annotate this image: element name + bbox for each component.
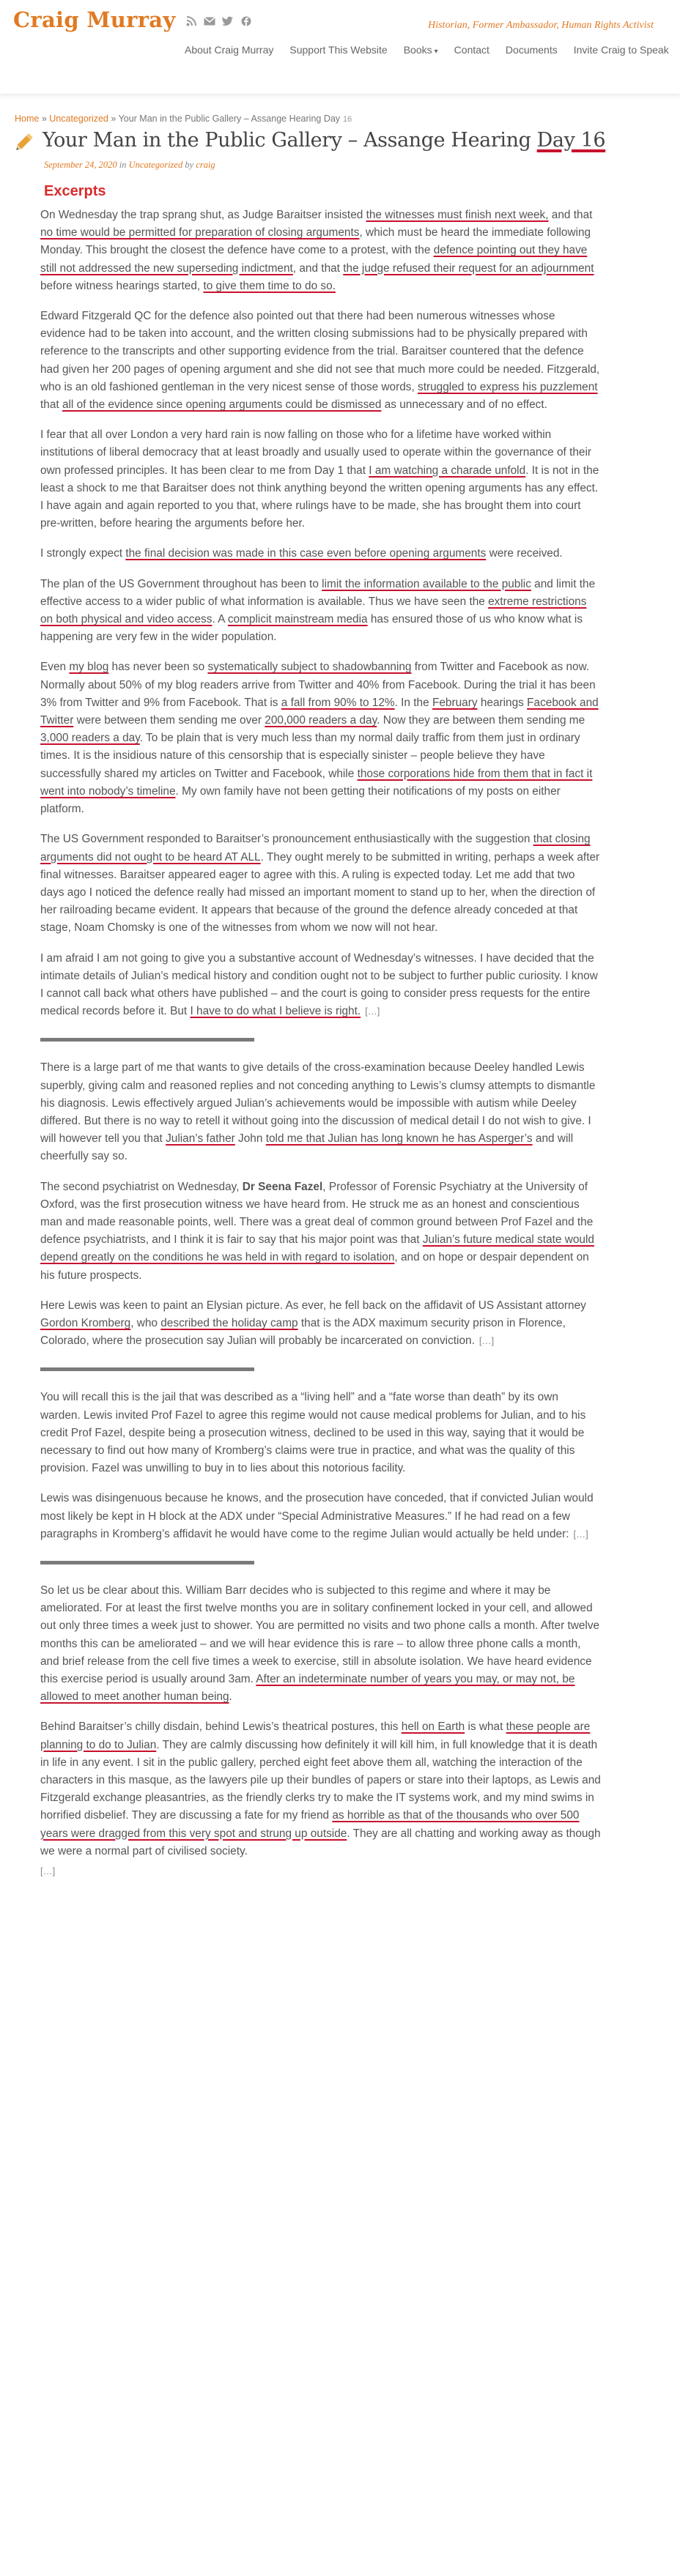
text-run: has ensured those of us who know what is happening are very few in the wider population. xyxy=(40,613,583,644)
text-run: , which must be heard the immediate following Monday. This brought the closest the defence have come to a protest, with the xyxy=(40,226,591,257)
read-more-ellipsis: […] xyxy=(573,1528,588,1540)
post-meta-by: by xyxy=(185,160,194,170)
highlighted-phrase: Facebook and Twitter xyxy=(40,696,599,727)
rss-icon[interactable] xyxy=(185,15,198,28)
text-run: that xyxy=(40,398,62,412)
chevron-down-icon: ▾ xyxy=(434,48,438,56)
text-run: . Now they are between them sending me xyxy=(377,714,585,727)
text-run: There is a large part of me that wants to give details of the cross-examination because Deeley handled Lewis superbly, giving calm and reasoned replies and not conceding anything to Lewis’s clumsy attempts to dismantle his diagnosis. Lewis effectively argued Julian’s achievements would be impossible with autism while Deeley differed. But there is no way to retell it without going into the discussion of medical detail I do not wish to give. I will however tell you that xyxy=(40,1061,596,1146)
post-date[interactable]: September 24, 2020 xyxy=(44,160,117,170)
text-run: Even xyxy=(40,661,70,674)
text-run: were received. xyxy=(486,547,563,560)
highlighted-phrase: described the holiday camp xyxy=(160,1316,298,1329)
nav-contact[interactable]: Contact xyxy=(454,44,489,56)
section-separator xyxy=(40,1038,254,1042)
text-run: hearings xyxy=(477,696,528,709)
article-paragraph xyxy=(40,426,601,532)
post-title xyxy=(42,129,605,152)
post-title-row xyxy=(15,129,605,152)
text-run: were between them sending me over xyxy=(73,714,265,727)
highlighted-phrase: 3,000 readers a day xyxy=(40,732,140,745)
highlighted-phrase: these people are planning to do to Julian xyxy=(40,1721,591,1751)
highlighted-phrase: 200,000 readers a day xyxy=(265,714,377,727)
breadcrumb-separator: » xyxy=(41,114,47,124)
text-run: The second psychiatrist on Wednesday, xyxy=(40,1180,243,1193)
text-run: and limit the effective access to a wider public of what information is available. Thus we have seen the xyxy=(40,577,596,608)
text-run: , Professor of Forensic Psychiatry at the University of Oxford, was the first prosecution witness we have heard from. He struck me as an honest and conscientious man and made reasonable points, well. There was a great deal of common ground between Prof Fazel and the defence psychiatrists, and I think it is fair to say that his major point was that xyxy=(40,1180,594,1247)
read-more-ellipsis: […] xyxy=(40,1866,56,1877)
breadcrumb-separator: » xyxy=(111,114,117,124)
pencil-icon xyxy=(15,130,37,152)
highlighted-phrase: February xyxy=(432,696,478,709)
article-paragraph xyxy=(40,1178,601,1285)
article-paragraph xyxy=(40,308,601,414)
text-run: and that xyxy=(548,209,593,221)
highlighted-phrase: systematically subject to shadowbanning xyxy=(207,661,412,674)
text-run: that is the ADX maximum security prison in Florence, Colorado, where the prosecution say Julian will probably be incarcerated on conviction. xyxy=(40,1316,566,1348)
text-run: You will recall this is the jail that was described as a “living hell” and a “fate worse than death” by its own warden. Lewis invited Prof Fazel to agree this regime would not cause medical problems for Julian, and to his credit Prof Fazel, despite being a prosecution witness, declined to be used in this way, saying that it would be necessary to find out how many of Kromberg’s claims were true in practice, and what was the quality of this provision. Fazel was unwilling to buy in to lies about this notorious facility. xyxy=(40,1391,586,1475)
highlighted-phrase: hell on Earth xyxy=(401,1721,465,1734)
text-run: and will cheerfully say so. xyxy=(40,1132,574,1163)
text-run: . xyxy=(229,1690,232,1704)
post-author[interactable]: craig xyxy=(196,160,215,170)
highlighted-phrase: my blog xyxy=(69,661,109,674)
text-run: I fear that all over London a very hard rain is now falling on those who for a lifetime have worked within institutions of liberal democracy that at least broadly and usually used to operate within the governance of their own professed principles. It has been clear to me from Day 1 that xyxy=(40,428,592,477)
highlighted-phrase: After an indeterminate number of years you may, or may not, be allowed to meet another human being xyxy=(40,1673,575,1704)
text-run: I am afraid I am not going to give you a substantive account of Wednesday’s witnesses. I have decided that the intimate details of Julian’s medical history and condition ought not to be subject to further public curiosity. I know I cannot call back what others have published – and the court is going to consider press requests for the entire medical records before it. But xyxy=(40,951,598,1018)
breadcrumb-category[interactable]: Uncategorized xyxy=(49,114,108,124)
highlighted-phrase: as horrible as that of the thousands who over 500 years were dragged from this very spot and strung up outside xyxy=(40,1809,580,1840)
text-run: The US Government responded to Baraitser’s pronouncement enthusiastically with the suggestion xyxy=(40,833,533,846)
read-more-ellipsis: […] xyxy=(365,1006,380,1017)
highlighted-phrase: struggled to express his puzzlement xyxy=(418,380,598,393)
article-paragraph xyxy=(40,831,601,937)
highlighted-phrase: Julian’s future medical state would depend greatly on the conditions he was held in with regard to isolation xyxy=(40,1233,594,1264)
bold-phrase: Dr Seena Fazel xyxy=(242,1180,323,1193)
article-paragraph xyxy=(40,1389,601,1477)
nav-support[interactable]: Support This Website xyxy=(289,44,388,56)
text-run: , and on hope or despair dependent on his future prospects. xyxy=(40,1251,589,1282)
post-category[interactable]: Uncategorized xyxy=(128,160,183,170)
text-run: , who xyxy=(130,1316,161,1329)
breadcrumb-count: 16 xyxy=(343,115,352,124)
article-paragraph xyxy=(40,1059,601,1165)
section-separator xyxy=(40,1367,254,1371)
article-paragraph xyxy=(40,1490,601,1543)
article-paragraph xyxy=(40,1297,601,1351)
text-run: . They ought merely to be submitted in writing, perhaps a week after final witnesses. Baraitser appeared eager to agree with this. A ruling is expected today. Let me add that two days ago I noticed the defence really had missed an important moment to stand up to her, when the direction of her railroading became evident. It appears that because of the ground the defence already conceded at that stage, Noam Chomsky is one of the witnesses from whom we now will not hear. xyxy=(40,850,600,935)
breadcrumb xyxy=(15,114,352,124)
nav-about[interactable]: About Craig Murray xyxy=(185,44,274,56)
read-more-ellipsis: […] xyxy=(478,1335,495,1347)
highlighted-phrase: Gordon Kromberg xyxy=(40,1316,131,1329)
highlighted-phrase: complicit mainstream media xyxy=(227,613,368,626)
site-tagline: Historian, Former Ambassador, Human Rights Activist xyxy=(428,20,654,31)
text-run: . They are all chatting and working away as though we were a normal part of civilised society. xyxy=(40,1827,601,1857)
article-paragraph xyxy=(40,576,601,647)
text-run: Here Lewis was keen to paint an Elysian picture. As ever, he fell back on the affidavit of US Assistant attorney xyxy=(40,1299,586,1312)
post-meta xyxy=(44,160,215,171)
highlighted-phrase: the witnesses must finish next week, xyxy=(366,209,549,221)
highlighted-phrase: the final decision was made in this case even before opening arguments xyxy=(125,547,487,560)
highlighted-phrase: limit the information available to the public xyxy=(322,577,531,590)
section-separator xyxy=(40,1561,254,1564)
highlighted-phrase: all of the evidence since opening arguments could be dismissed xyxy=(62,398,382,412)
breadcrumb-home[interactable]: Home xyxy=(15,114,40,124)
text-run: as unnecessary and of no effect. xyxy=(381,398,547,412)
highlighted-phrase: to give them time to do so. xyxy=(203,279,336,292)
highlighted-phrase: a fall from 90% to 12% xyxy=(281,696,395,709)
nav-invite[interactable]: Invite Craig to Speak xyxy=(573,44,669,56)
site-header xyxy=(0,0,680,94)
article-paragraph xyxy=(40,207,601,295)
highlighted-phrase: no time would be permitted for preparation of closing arguments xyxy=(40,226,360,240)
email-icon[interactable] xyxy=(203,15,216,28)
article-paragraph xyxy=(40,545,601,563)
text-run: is what xyxy=(465,1721,506,1734)
text-run: . To be plain that is very much less than my normal daily traffic from them just in ordinary times. It is the insidious nature of this censorship that is especially sinister – people believe they have successfully shared my articles on Twitter and Facebook, while xyxy=(40,732,580,780)
post-title-text: Your Man in the Public Gallery – Assange Hearing xyxy=(42,129,537,152)
main-nav xyxy=(185,44,677,56)
twitter-icon[interactable] xyxy=(221,15,234,28)
highlighted-phrase: told me that Julian has long known he has Asperger’s xyxy=(265,1132,533,1146)
text-run: Lewis was disingenuous because he knows, and the prosecution have conceded, that if convicted Julian would most likely be kept in H block at the ADX under “Special Administrative Measures.” If he had read on a few paragraphs in Kromberg’s affidavit he would have come to the regime Julian would actually be held under: xyxy=(40,1492,594,1540)
article-paragraph xyxy=(40,950,601,1021)
article-paragraph xyxy=(40,1582,601,1706)
highlighted-phrase: defence pointing out they have still not addressed the new superseding indictment xyxy=(40,244,588,275)
article-paragraph xyxy=(40,1718,601,1860)
highlighted-phrase: I am watching a charade unfold xyxy=(369,464,526,477)
text-run: from Twitter and Facebook as now. Normally about 50% of my blog readers arrive from Twitter and 40% from Facebook. During the trial it has been 3% from Twitter and 9% from Facebook. That is xyxy=(40,661,596,709)
nav-books-label: Books xyxy=(403,44,432,56)
text-run: . In the xyxy=(394,696,432,709)
highlighted-phrase: those corporations hide from them that in fact it went into nobody’s timeline xyxy=(40,767,593,798)
post-title-day: Day 16 xyxy=(536,129,606,152)
text-run: . A xyxy=(212,613,228,626)
text-run: . They are calmly discussing how definitely it will kill him, in full knowledge that it is death in life in any event. I sit in the public gallery, perched eight feet above them all, watching the interaction of the characters in this masque, as the lawyers pile up their bundles of papers or stare into their laptops, as Lewis and Fitzgerald exchange pleasantries, as the friendly clerks try to make the IT systems work, and my mind swims in horrified disbelief. They are discussing a fate for my friend xyxy=(40,1738,601,1822)
text-run: John xyxy=(234,1132,266,1146)
highlighted-phrase: Julian’s father xyxy=(166,1132,235,1146)
text-run: has never been so xyxy=(108,661,208,674)
text-run: The plan of the US Government throughout has been to xyxy=(40,577,322,590)
text-run: On Wednesday the trap sprang shut, as Judge Baraitser insisted xyxy=(40,209,366,221)
post-meta-in: in xyxy=(119,160,127,170)
nav-books[interactable] xyxy=(396,44,446,56)
highlighted-phrase: that closing arguments did not ought to be heard AT ALL xyxy=(40,833,591,864)
text-run: before witness hearings started, xyxy=(40,279,204,292)
highlighted-phrase: extreme restrictions on both physical and video access xyxy=(40,595,587,626)
social-icons xyxy=(185,15,253,28)
article-paragraph xyxy=(40,658,601,818)
facebook-icon[interactable] xyxy=(240,15,253,28)
text-run: Behind Baraitser’s chilly disdain, behind Lewis’s theatrical postures, this xyxy=(40,1721,402,1734)
text-run: So let us be clear about this. William Barr decides who is subjected to this regime and where it may be ameliorated. For at least the first twelve months you are in solitary confinement locked in your cell, and allowed out only three times a week just to shower. You are permitted no visits and two phone calls a month. After twelve months this can be ameliorated – and we will hear evidence this is rare – to allow three phone calls a month, and brief release from the cell five times a week to exercise, still in absolute isolation. We have heard evidence this exercise period is usually around 3am. xyxy=(40,1584,600,1686)
excerpts-heading: Excerpts xyxy=(44,183,106,199)
post-content xyxy=(40,207,601,1880)
text-run: . It is not in the least a shock to me that Baraitser does not think anything beyond the written opening arguments has any effect. I have again and again reported to you that, where rulings have to be made, she has brought them into court pre-written, before hearing the arguments before her. xyxy=(40,464,599,530)
text-run: . My own family have not been getting their notifications of my posts on either platform. xyxy=(40,784,561,816)
text-run: I strongly expect xyxy=(40,547,126,560)
site-brand[interactable]: Craig Murray xyxy=(13,7,176,32)
highlighted-phrase: I have to do what I believe is right. xyxy=(190,1005,361,1018)
breadcrumb-current: Your Man in the Public Gallery – Assange Hearing Day xyxy=(118,114,341,124)
text-run: , and that xyxy=(292,261,344,275)
highlighted-phrase: the judge refused their request for an adjournment xyxy=(343,261,594,275)
nav-documents[interactable]: Documents xyxy=(505,44,558,56)
text-run: Edward Fitzgerald QC for the defence also pointed out that there had been numerous witnesses whose evidence had to be taken into account, and the written closing submissions had to be physically prepared with reference to the transcripts and other supporting evidence from the trial. Baraitser countered that the defence had given her 200 pages of opening argument and she did not see that much more could be needed. Fitzgerald, who is an old fashioned gentleman in the very nicest sense of those words, xyxy=(40,310,600,393)
